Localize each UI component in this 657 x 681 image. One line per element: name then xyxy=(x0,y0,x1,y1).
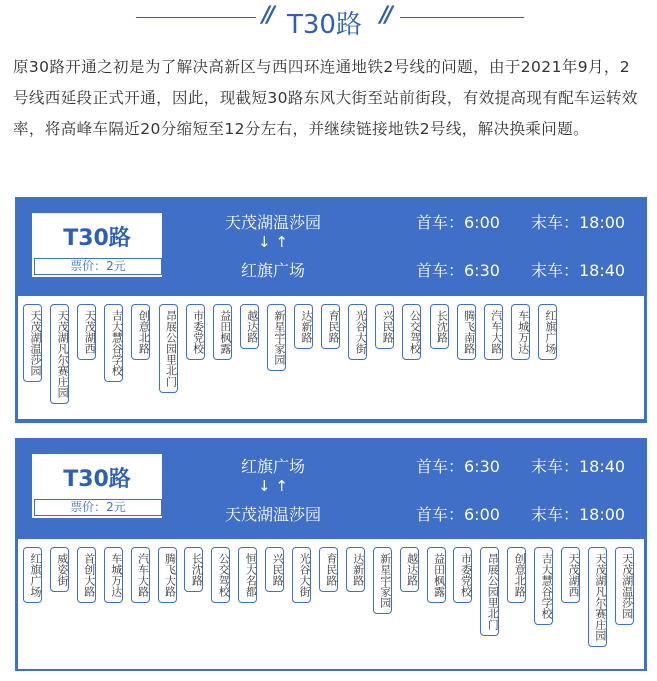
stop-item: 吉大慧谷学校 xyxy=(534,547,553,625)
route-name-box xyxy=(32,213,162,277)
stop-item: 新星宇家园 xyxy=(267,304,286,371)
stop-item: 天茂湖西 xyxy=(561,547,580,603)
stop-item: 育民路 xyxy=(321,304,340,349)
stop-item: 腾飞大路 xyxy=(158,547,177,603)
stop-item: 公交驾校 xyxy=(402,304,421,360)
last-bus-time-2: 末车：18:40 xyxy=(531,261,626,280)
stop-item: 市委党校 xyxy=(453,547,472,603)
stop-item: 兴民路 xyxy=(265,547,284,592)
stop-item: 昂展公园里北门 xyxy=(480,547,499,636)
stop-item: 创意北路 xyxy=(131,304,150,360)
header-line-left xyxy=(136,17,256,18)
stop-item: 腾飞南路 xyxy=(457,304,476,360)
first-bus-time-2: 首车：6:00 xyxy=(416,505,500,524)
last-bus-time-1: 末车：18:40 xyxy=(531,457,626,476)
stop-item: 吉大慧谷学校 xyxy=(104,304,123,382)
stop-item: 天茂湖凡尔赛庄园 xyxy=(50,304,69,404)
stop-item: 光谷大街 xyxy=(292,547,311,603)
stop-item: 汽车大路 xyxy=(484,304,503,360)
direction-arrows: ↓ ↑ xyxy=(258,477,288,495)
stop-item: 恒大名都 xyxy=(238,547,257,603)
stop-item: 越达路 xyxy=(240,304,259,349)
stop-item: 天茂湖西 xyxy=(77,304,96,360)
route-name-box xyxy=(32,454,162,518)
stop-item: 汽车大路 xyxy=(131,547,150,603)
direction-arrows: ↓ ↑ xyxy=(258,233,288,251)
stop-item: 创意北路 xyxy=(507,547,526,603)
page-title: T30路 xyxy=(287,10,362,40)
last-bus-time-1: 末车：18:00 xyxy=(531,213,626,232)
stop-item: 光谷大街 xyxy=(348,304,367,360)
stop-item: 首创大路 xyxy=(77,547,96,603)
stop-item: 公交驾校 xyxy=(211,547,230,603)
stop-item: 天茂湖温莎园 xyxy=(23,304,42,382)
section-header xyxy=(0,0,657,40)
stop-item: 红旗广场 xyxy=(538,304,557,360)
stop-item: 益田枫露 xyxy=(427,547,446,603)
terminal-from: 天茂湖温莎园 xyxy=(224,213,321,232)
fare-label: 票价：2元 xyxy=(34,258,162,275)
stop-item: 益田枫露 xyxy=(213,304,232,360)
header-slash-right: // xyxy=(380,3,391,28)
terminal-from: 红旗广场 xyxy=(240,457,305,476)
stop-item: 车城万达 xyxy=(511,304,530,360)
stop-item: 车城万达 xyxy=(104,547,123,603)
stop-item: 天茂湖温莎园 xyxy=(615,547,634,625)
stop-list xyxy=(18,539,644,669)
route-name: T30路 xyxy=(63,467,131,492)
stop-item: 市委党校 xyxy=(186,304,205,360)
fare-label: 票价：2元 xyxy=(34,499,162,516)
terminal-to: 红旗广场 xyxy=(240,261,305,280)
stop-item: 越达路 xyxy=(400,547,419,592)
first-bus-time-1: 首车：6:30 xyxy=(416,457,500,476)
first-bus-time-2: 首车：6:30 xyxy=(416,261,500,280)
last-bus-time-2: 末车：18:00 xyxy=(531,505,626,524)
stop-item: 兴民路 xyxy=(375,304,394,349)
route-name: T30路 xyxy=(63,226,131,251)
terminal-to: 天茂湖温莎园 xyxy=(224,505,321,524)
stop-item: 育民路 xyxy=(319,547,338,592)
first-bus-time-1: 首车：6:00 xyxy=(416,213,500,232)
stop-item: 长沈路 xyxy=(184,547,203,592)
stop-item: 达新路 xyxy=(346,547,365,592)
stop-item: 红旗广场 xyxy=(23,547,42,603)
stop-item: 昂展公园里北门 xyxy=(159,304,178,393)
route-panel-outbound xyxy=(15,197,647,423)
stop-list xyxy=(18,296,644,419)
stop-item: 新星宇家园 xyxy=(373,547,392,614)
stop-item: 达新路 xyxy=(294,304,313,349)
route-panel-return xyxy=(15,438,647,671)
header-line-right xyxy=(400,17,524,18)
stop-item: 天茂湖凡尔赛庄园 xyxy=(588,547,607,647)
header-slash-left: // xyxy=(262,3,273,28)
intro-paragraph: 原30路开通之初是为了解决高新区与西四环连通地铁2号线的问题，由于2021年9月，2号线西延段正式开通，因此，现截短30路东风大街至站前街段，有效提高现有配车运转效率，将高峰车隔近20分缩短至12分左右，并继续链接地铁2号线，解决换乘问题。 xyxy=(13,58,638,138)
stop-item: 长沈路 xyxy=(430,304,449,349)
stop-item: 威姿街 xyxy=(50,547,69,592)
